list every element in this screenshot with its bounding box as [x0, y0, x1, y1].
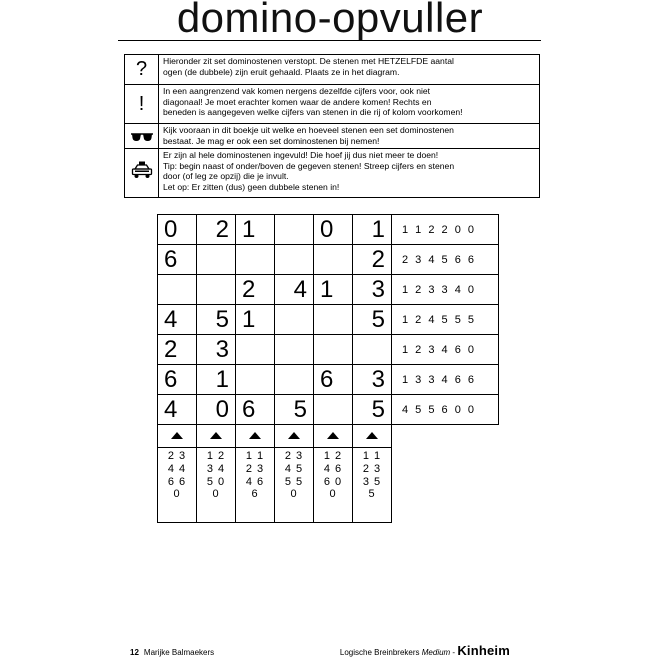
column-clue-line: 6 6: [167, 475, 187, 488]
cell-value: 5: [293, 396, 307, 423]
cell-value: 5: [371, 306, 385, 333]
grid-cell[interactable]: [353, 365, 392, 395]
column-clue-line: 1 2: [206, 450, 226, 462]
column-clue-row: [158, 448, 499, 523]
column-clue-line: 0: [329, 488, 337, 501]
grid-cell[interactable]: [314, 365, 353, 395]
author-name: Marijke Balmaekers: [143, 648, 215, 657]
difficulty-level: Medium: [421, 648, 451, 657]
column-clue: [353, 448, 392, 523]
cell-value: [236, 335, 274, 364]
column-clue-line: 4 5: [284, 462, 304, 475]
column-pointer-cell: [275, 425, 314, 448]
column-clue: [236, 448, 275, 523]
cell-value: 0: [164, 216, 178, 243]
column-clue-line: 3 4: [206, 462, 226, 475]
column-clue: [197, 448, 236, 523]
cell-value: [197, 275, 235, 304]
page-title: domino-opvuller: [176, 0, 484, 41]
column-pointer-cell: [158, 425, 197, 448]
cell-value: [314, 305, 352, 334]
grid-cell[interactable]: [275, 335, 314, 365]
column-clue-line: 2 3: [284, 450, 304, 462]
row-clue: 1 2 3 4 6 0: [392, 335, 499, 365]
cell-value: [275, 245, 313, 274]
cell-value: 0: [215, 396, 229, 423]
grid-row: [158, 365, 499, 395]
column-clue-line: 2 3: [245, 462, 265, 475]
triangle-up-icon: [288, 432, 300, 439]
grid-row: [158, 395, 499, 425]
grid-cell[interactable]: [275, 245, 314, 275]
cell-value: 4: [293, 276, 307, 303]
cell-value: 1: [215, 366, 229, 393]
arrow-row: [158, 425, 499, 448]
row-clue: 1 1 2 2 0 0: [392, 215, 499, 245]
triangle-up-icon: [210, 432, 222, 439]
grid-cell[interactable]: [275, 395, 314, 425]
instruction-text: Hieronder zit set dominostenen verstopt. De stenen met HETZELFDE aantal ogen (de dubbele) zijn eruit gehaald. Plaats ze in het diagram.: [159, 55, 540, 85]
column-clue-line: 2 3: [362, 462, 382, 475]
grid-cell[interactable]: [314, 395, 353, 425]
instruction-row: [125, 85, 540, 124]
cell-value: 6: [320, 366, 334, 393]
grid-cell[interactable]: [158, 305, 197, 335]
instruction-row: [125, 55, 540, 85]
grid-cell[interactable]: [353, 275, 392, 305]
grid-cell[interactable]: [353, 245, 392, 275]
grid-row: [158, 305, 499, 335]
publisher-logo: Kinheim: [457, 643, 510, 658]
sunglasses-icon: [125, 124, 159, 149]
cell-value: [275, 305, 313, 334]
triangle-up-icon: [327, 432, 339, 439]
column-clue-line: 4 6: [323, 462, 343, 475]
cell-value: 2: [242, 276, 256, 303]
title-underline: [118, 40, 541, 41]
grid-cell[interactable]: [197, 245, 236, 275]
grid-cell[interactable]: [236, 275, 275, 305]
column-clue-line: 0: [290, 488, 298, 501]
exclamation-icon: !: [125, 85, 159, 124]
row-clue: 1 3 3 4 6 6: [392, 365, 499, 395]
cell-value: [275, 365, 313, 394]
cell-value: [197, 245, 235, 274]
triangle-up-icon: [249, 432, 261, 439]
column-clue-line: 2 3: [167, 450, 187, 462]
cell-value: 5: [215, 306, 229, 333]
grid-cell[interactable]: [197, 275, 236, 305]
grid-row: [158, 245, 499, 275]
cell-value: 2: [215, 216, 229, 243]
column-clue-line: 0: [212, 488, 220, 501]
column-clue-line: 1 1: [362, 450, 382, 462]
column-clue-line: 4 6: [245, 475, 265, 488]
cell-value: 1: [371, 216, 385, 243]
footer-separator: -: [450, 648, 458, 657]
series-name: Logische Breinbrekers: [339, 648, 420, 657]
grid-cell[interactable]: [236, 395, 275, 425]
cell-value: 3: [215, 336, 229, 363]
column-clue: [275, 448, 314, 523]
grid-cell[interactable]: [236, 335, 275, 365]
grid-cell[interactable]: [158, 275, 197, 305]
grid-row: [158, 275, 499, 305]
grid-cell[interactable]: [197, 395, 236, 425]
column-pointer-cell: [353, 425, 392, 448]
column-clue-line: 6: [251, 488, 259, 501]
instruction-text: In een aangrenzend vak komen nergens dezelfde cijfers voor, ook niet diagonaal! Je moet erachter komen waar de andere komen! Rechts en beneden is aangegeven welke cijfers van stenen in die rij of kolom voorkomen!: [159, 85, 540, 124]
grid-cell[interactable]: [158, 245, 197, 275]
grid-cell[interactable]: [236, 215, 275, 245]
column-clue-line: 3 5: [362, 475, 382, 488]
instruction-row: [125, 149, 540, 198]
column-clue-line: 0: [173, 488, 181, 501]
grid-cell[interactable]: [353, 215, 392, 245]
cell-value: [353, 335, 391, 364]
grid-cell[interactable]: [158, 365, 197, 395]
row-clue: 1 2 4 5 5 5: [392, 305, 499, 335]
column-clue-line: 1 1: [245, 450, 265, 462]
row-clue: 4 5 5 6 0 0: [392, 395, 499, 425]
page-number: 12: [130, 648, 139, 657]
cell-value: [314, 395, 352, 424]
grid-cell[interactable]: [314, 275, 353, 305]
row-clue: 2 3 4 5 6 6: [392, 245, 499, 275]
grid-cell[interactable]: [236, 365, 275, 395]
column-clue-line: 1 2: [323, 450, 343, 462]
column-clue-line: 5 0: [206, 475, 226, 488]
cell-value: 2: [371, 246, 385, 273]
column-pointer-cell: [236, 425, 275, 448]
grid-cell[interactable]: [197, 365, 236, 395]
grid-cell[interactable]: [158, 395, 197, 425]
triangle-up-icon: [366, 432, 378, 439]
grid-cell[interactable]: [353, 335, 392, 365]
cell-value: [158, 275, 196, 304]
grid-cell[interactable]: [275, 215, 314, 245]
instruction-text: Kijk vooraan in dit boekje uit welke en hoeveel stenen een set dominostenen bestaat. Je mag er ook een set dominostenen bij nemen!: [159, 124, 540, 149]
grid-cell[interactable]: [275, 275, 314, 305]
column-clue-line: 4 4: [167, 462, 187, 475]
column-clue-line: 6 0: [323, 475, 343, 488]
grid-cell[interactable]: [158, 335, 197, 365]
cell-value: 6: [164, 366, 178, 393]
grid-cell[interactable]: [236, 305, 275, 335]
grid-cell[interactable]: [314, 305, 353, 335]
cell-value: [314, 245, 352, 274]
column-pointer-cell: [197, 425, 236, 448]
cell-value: [275, 215, 313, 244]
grid-cell[interactable]: [236, 245, 275, 275]
cell-value: 6: [242, 396, 256, 423]
question-icon: ?: [125, 55, 159, 85]
cell-value: 6: [164, 246, 178, 273]
cell-value: 4: [164, 396, 178, 423]
cell-value: 1: [320, 276, 334, 303]
column-clue: [314, 448, 353, 523]
cell-value: [236, 245, 274, 274]
grid-cell[interactable]: [353, 305, 392, 335]
cell-value: 1: [242, 216, 256, 243]
cell-value: 0: [320, 216, 334, 243]
grid-cell[interactable]: [275, 365, 314, 395]
row-clue: 1 2 3 3 4 0: [392, 275, 499, 305]
grid-cell[interactable]: [197, 305, 236, 335]
column-clue-line: 5 5: [284, 475, 304, 488]
cell-value: 3: [371, 366, 385, 393]
instructions-table: [124, 54, 540, 198]
grid-cell[interactable]: [314, 335, 353, 365]
grid-cell[interactable]: [275, 305, 314, 335]
domino-grid: [157, 214, 499, 523]
cell-value: 5: [371, 396, 385, 423]
grid-cell[interactable]: [314, 245, 353, 275]
instruction-text: Er zijn al hele dominostenen ingevuld! Die hoef jij dus niet meer te doen! Tip: begin naast of onder/boven de gegeven stenen! Streep cijfers en stenen door (of leg ze opzij) die je invult. Let op: Er zitten (dus) geen dubbele stenen in!: [159, 149, 540, 198]
column-pointer-cell: [314, 425, 353, 448]
grid-cell[interactable]: [197, 215, 236, 245]
column-clue-line: 5: [368, 488, 376, 501]
triangle-up-icon: [171, 432, 183, 439]
cell-value: [236, 365, 274, 394]
column-clue: [158, 448, 197, 523]
grid-row: [158, 215, 499, 245]
cell-value: 1: [242, 306, 256, 333]
cell-value: [275, 335, 313, 364]
grid-cell[interactable]: [314, 215, 353, 245]
grid-cell[interactable]: [197, 335, 236, 365]
taxi-icon: [125, 149, 159, 198]
instruction-row: [125, 124, 540, 149]
cell-value: [314, 335, 352, 364]
grid-cell[interactable]: [353, 395, 392, 425]
grid-cell[interactable]: [158, 215, 197, 245]
cell-value: 3: [371, 276, 385, 303]
cell-value: 4: [164, 306, 178, 333]
cell-value: 2: [164, 336, 178, 363]
grid-row: [158, 335, 499, 365]
